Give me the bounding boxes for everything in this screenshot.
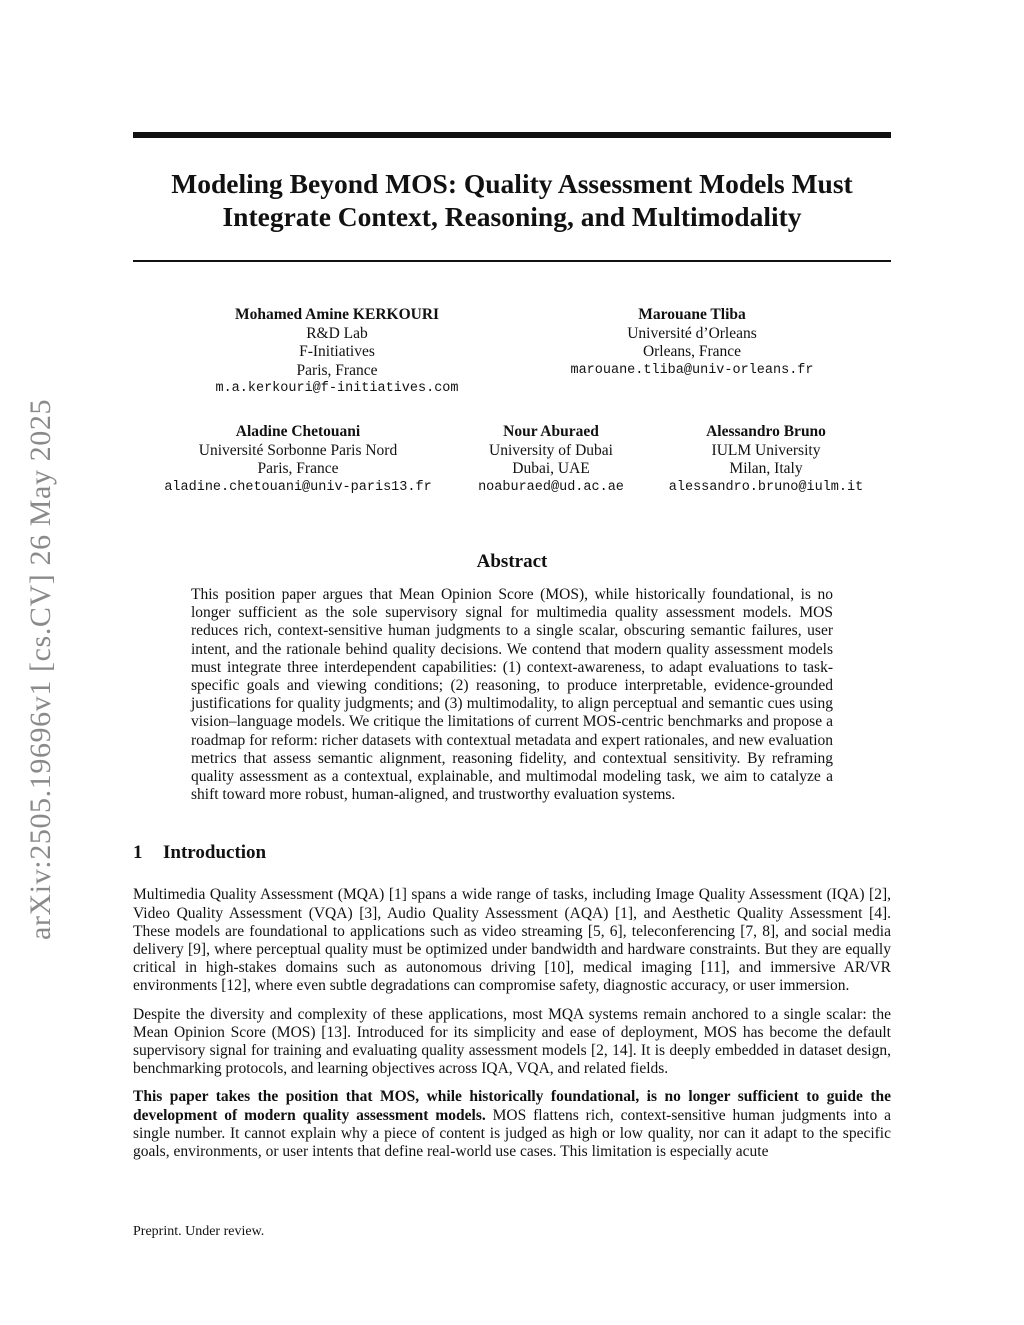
intro-paragraph-2: Despite the diversity and complexity of these applications, most MQA systems remain anchored to a single scalar: the Mean Opinion Score (MOS) [13]. Introduced for its simplicity and ease of deployment, MOS has become the default supervisory signal for training and evaluating quality assessment models [2, 14]. It is deeply embedded in dataset design, benchmarking protocols, and learning objectives across IQA, VQA, and related fields. <box>133 1005 891 1078</box>
author-block <box>187 306 487 399</box>
abstract-body: This position paper argues that Mean Opinion Score (MOS), while historically foundational, is no longer sufficient as the sole supervisory signal for multimedia quality assessment models. MOS reduces rich, context-sensitive human judgments to a single scalar, obscuring semantic failures, user intent, and the rationale behind quality decisions. We contend that modern quality assessment models must integrate three interdependent capabilities: (1) context-awareness, to adapt evaluations to task-specific goals and viewing conditions; (2) reasoning, to produce interpretable, evidence-grounded justifications for quality judgments; and (3) multimodality, to align perceptual and semantic cues using vision–language models. We critique the limitations of current MOS-centric benchmarks and propose a roadmap for reform: richer datasets with contextual metadata and expert rationales, and new evaluation metrics that assess semantic alignment, reasoning fidelity, and contextual sensitivity. By reframing quality assessment as a contextual, explainable, and multimodal modeling task, we aim to catalyze a shift toward more robust, human-aligned, and trustworthy evaluation systems. <box>191 586 833 804</box>
author-affiliation: F-Initiatives <box>299 343 375 360</box>
intro-paragraph-3 <box>133 1088 891 1161</box>
abstract-heading: Abstract <box>476 551 548 572</box>
paper-title <box>133 167 891 233</box>
section-number: 1 <box>133 842 143 864</box>
section-title: Introduction <box>163 842 267 864</box>
author-block <box>143 423 453 497</box>
position-statement: This paper takes the position that MOS, while historically foundational, is no longer sufficient to guide the development of modern quality assessment models. <box>133 1088 891 1124</box>
author-email[interactable]: aladine.chetouani@univ-paris13.fr <box>164 479 432 495</box>
author-name: Aladine Chetouani <box>235 423 361 440</box>
author-name: Alessandro Bruno <box>706 423 826 440</box>
author-location: Dubai, UAE <box>512 460 590 477</box>
title-line-1: Modeling Beyond MOS: Quality Assessment Models Must <box>171 168 853 199</box>
author-block <box>456 423 646 497</box>
author-affiliation: R&D Lab <box>306 324 368 342</box>
author-location: Paris, France <box>257 460 339 477</box>
page-footer: Preprint. Under review. <box>133 1224 265 1239</box>
authors-row-2 <box>133 423 891 513</box>
author-block <box>651 423 881 497</box>
author-block <box>547 306 837 380</box>
intro-paragraph-1: Multimedia Quality Assessment (MQA) [1] spans a wide range of tasks, including Image Quality Assessment (IQA) [2], Video Quality Assessment (VQA) [3], Audio Quality Assessment (AQA) [1], and Aesthetic Quality Assessment [4]. These models are foundational to applications such as video streaming [5, 6], teleconferencing [7, 8], and social media delivery [9], where perceptual quality must be optimized under bandwidth and hardware constraints. But they are equally critical in high-stakes domains such as autonomous driving [10], medical imaging [11], and immersive AR/VR environments [12], where even subtle degradations can compromise safety, diagnostic accuracy, or user immersion. <box>133 886 891 995</box>
author-name: Nour Aburaed <box>503 423 599 440</box>
arxiv-side-stamp <box>18 345 64 940</box>
paper-page <box>133 132 891 1161</box>
author-email[interactable]: alessandro.bruno@iulm.it <box>668 479 864 495</box>
title-bottom-rule <box>133 260 891 262</box>
author-location: Paris, France <box>296 361 378 379</box>
author-affiliation: Université d’Orleans <box>627 324 757 342</box>
title-top-rule <box>133 132 891 138</box>
intro-paragraph-3-rest: MOS flattens rich, context-sensitive human judgments into a single number. It cannot explain why a piece of content is judged as high or low quality, nor can it adapt to the specific goals, environments, or user intents that define real-world use cases. This limitation is especially acute <box>133 1106 891 1161</box>
author-location: Orleans, France <box>642 343 742 360</box>
title-line-2: Integrate Context, Reasoning, and Multimodality <box>222 201 802 232</box>
author-affiliation: University of Dubai <box>489 441 613 459</box>
author-affiliation: Université Sorbonne Paris Nord <box>198 441 398 459</box>
author-email[interactable]: m.a.kerkouri@f-initiatives.com <box>215 381 459 396</box>
authors-row-1 <box>133 306 891 412</box>
author-email[interactable]: noaburaed@ud.ac.ae <box>478 479 624 495</box>
author-name: Mohamed Amine KERKOURI <box>234 306 440 323</box>
author-email[interactable]: marouane.tliba@univ-orleans.fr <box>570 362 814 378</box>
author-name: Marouane Tliba <box>638 306 746 323</box>
author-location: Milan, Italy <box>729 460 803 477</box>
author-affiliation: IULM University <box>711 441 821 459</box>
section-heading <box>133 842 891 864</box>
arxiv-identifier: arXiv:2505.19696v1 [cs.CV] 26 May 2025 <box>24 398 57 940</box>
